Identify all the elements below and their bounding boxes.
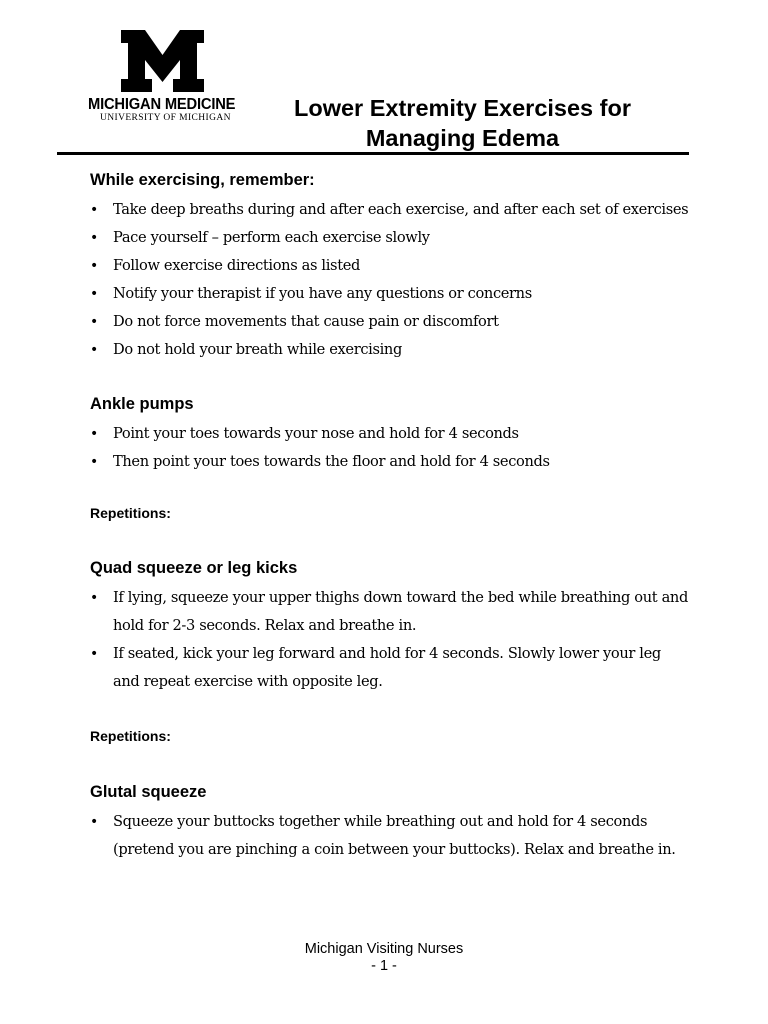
list-item: • Take deep breaths during and after each exercise, and after each set of exercises — [90, 196, 690, 224]
block-m-logo-icon — [121, 30, 204, 92]
section-heading: Ankle pumps — [90, 395, 194, 413]
ankle-pumps-section — [90, 392, 690, 523]
list-item: • Pace yourself – perform each exercise slowly — [90, 224, 690, 252]
reminders-section — [90, 168, 690, 364]
reminders-heading: While exercising, remember: — [90, 171, 315, 189]
footer-organization: Michigan Visiting Nurses — [304, 941, 464, 957]
header-divider — [57, 152, 689, 155]
exercise-list — [90, 584, 690, 696]
exercise-list — [90, 420, 690, 476]
repetitions-label: Repetitions: — [90, 505, 171, 521]
list-item: • Point your toes towards your nose and hold for 4 seconds — [90, 420, 690, 448]
logo-subtitle: UNIVERSITY OF MICHIGAN — [100, 113, 231, 123]
section-heading: Glutal squeeze — [90, 783, 207, 801]
list-item: • If seated, kick your leg forward and hold for 4 seconds. Slowly lower your leg and repeat exercise with opposite leg. — [90, 640, 690, 696]
reminders-list — [90, 196, 690, 364]
document-body — [90, 168, 690, 864]
exercise-list — [90, 808, 690, 864]
michigan-medicine-logo — [88, 30, 238, 123]
document-title — [250, 93, 675, 153]
list-item: • Notify your therapist if you have any questions or concerns — [90, 280, 690, 308]
list-item: • Follow exercise directions as listed — [90, 252, 690, 280]
page-footer — [0, 941, 768, 975]
list-item: • Then point your toes towards the floor and hold for 4 seconds — [90, 448, 690, 476]
repetitions-label: Repetitions: — [90, 728, 171, 744]
list-item: • Squeeze your buttocks together while breathing out and hold for 4 seconds (pretend you are pinching a coin between your buttocks). Relax and breathe in. — [90, 808, 690, 864]
list-item: • Do not hold your breath while exercising — [90, 336, 690, 364]
page-number: - 1 - — [371, 958, 397, 974]
list-item: • Do not force movements that cause pain or discomfort — [90, 308, 690, 336]
title-line-1: Lower Extremity Exercises for — [294, 95, 631, 121]
list-item: • If lying, squeeze your upper thighs down toward the bed while breathing out and hold for 2-3 seconds. Relax and breathe in. — [90, 584, 690, 640]
glutal-squeeze-section — [90, 780, 690, 864]
section-heading: Quad squeeze or leg kicks — [90, 559, 298, 577]
quad-squeeze-section — [90, 556, 690, 746]
logo-name: MICHIGAN MEDICINE — [88, 96, 236, 113]
title-line-2: Managing Edema — [365, 125, 560, 151]
